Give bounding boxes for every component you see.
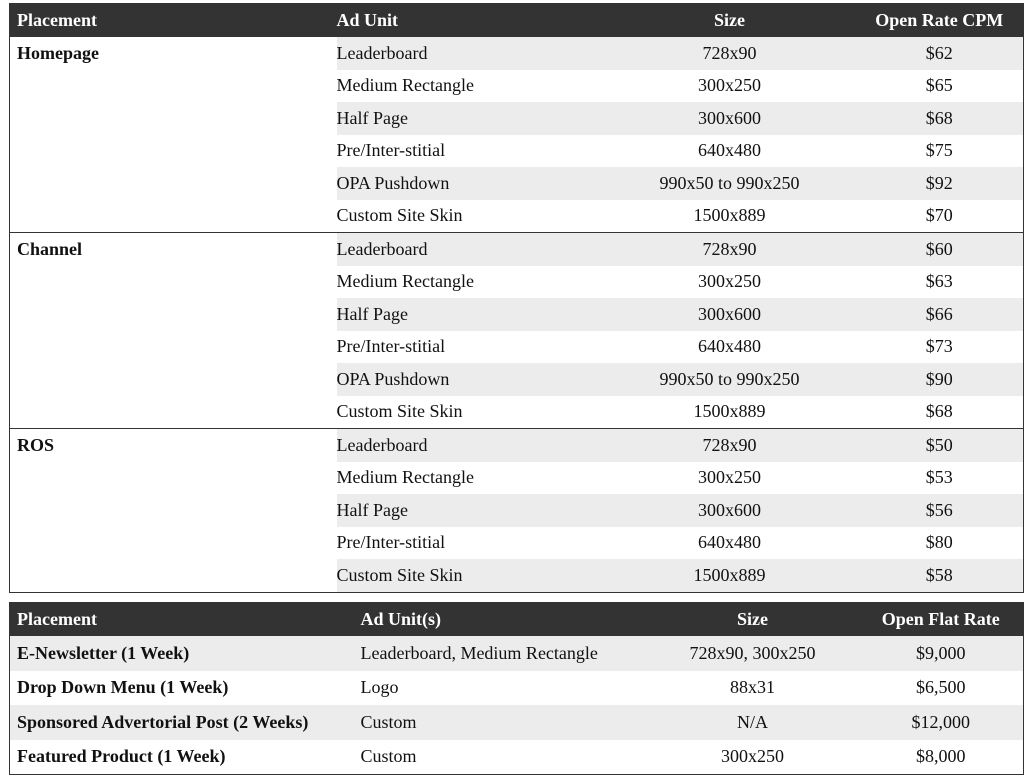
table-row <box>10 705 1024 740</box>
ad-unit-cell: Pre/Inter-stitial <box>336 532 446 553</box>
ad-unit-cell: Half Page <box>337 298 604 331</box>
table-row <box>10 102 1024 135</box>
header-open-flat-rate: Open Flat Rate <box>881 609 1000 629</box>
flat-rate-cell: $12,000 <box>859 705 1024 740</box>
ad-unit-cell: Custom Site Skin <box>336 205 463 226</box>
header-ad-units: Ad Unit(s) <box>360 609 442 629</box>
table-row <box>10 671 1024 706</box>
placement-cell: ROS <box>10 429 337 462</box>
ad-unit-cell: Medium Rectangle <box>336 271 474 292</box>
cpm-rate-cell: $80 <box>925 532 953 553</box>
ad-units-cell: Custom <box>361 705 647 740</box>
flat-rate-cell: $6,500 <box>916 677 966 698</box>
placement-cell <box>10 135 337 168</box>
cpm-table-body <box>10 37 1024 592</box>
placement-cell <box>10 200 337 233</box>
header-size: Size <box>737 609 768 629</box>
cpm-rate-cell: $68 <box>925 401 953 422</box>
size-cell: 300x250 <box>698 75 761 96</box>
placement-cell: E-Newsletter (1 Week) <box>10 636 361 671</box>
placement-cell: Homepage <box>17 42 99 63</box>
header-placement: Placement <box>17 609 97 629</box>
size-cell: 300x250 <box>698 271 761 292</box>
ad-unit-cell: Half Page <box>337 102 604 135</box>
placement-cell <box>10 494 337 527</box>
table-row <box>10 233 1024 266</box>
size-cell: 300x600 <box>604 102 856 135</box>
table-row <box>10 70 1024 103</box>
size-cell: 640x480 <box>698 532 761 553</box>
size-cell: 990x50 to 990x250 <box>604 363 856 396</box>
flat-rate-cell: $8,000 <box>916 746 966 767</box>
placement-cell <box>10 102 337 135</box>
placement-cell <box>10 331 337 364</box>
cpm-rate-cell: $75 <box>925 140 953 161</box>
cpm-rate-cell: $92 <box>856 167 1024 200</box>
header-open-rate-cpm: Open Rate CPM <box>875 10 1004 30</box>
cpm-rate-table <box>9 3 1024 593</box>
table-row <box>10 266 1024 299</box>
placement-cell <box>10 298 337 331</box>
cpm-rate-cell: $63 <box>925 271 953 292</box>
placement-cell <box>10 527 337 560</box>
ad-unit-cell: Pre/Inter-stitial <box>336 140 446 161</box>
ad-units-cell: Logo <box>360 677 399 698</box>
cpm-rate-cell: $68 <box>856 102 1024 135</box>
cpm-rate-cell: $62 <box>856 37 1024 70</box>
flat-rate-table <box>9 602 1024 775</box>
table-row <box>10 200 1024 233</box>
placement-cell <box>10 462 337 495</box>
ad-units-cell: Custom <box>360 746 417 767</box>
cpm-rate-cell: $58 <box>856 559 1024 592</box>
table-row <box>10 37 1024 70</box>
size-cell: 300x250 <box>721 746 784 767</box>
header-size: Size <box>714 10 745 30</box>
ad-unit-cell: Half Page <box>337 494 604 527</box>
table-row <box>10 331 1024 364</box>
table-row <box>10 396 1024 429</box>
ad-unit-cell: Leaderboard <box>337 37 604 70</box>
size-cell: 1500x889 <box>693 401 766 422</box>
header-placement: Placement <box>17 10 97 30</box>
table-row <box>10 298 1024 331</box>
ad-unit-cell: OPA Pushdown <box>337 167 604 200</box>
placement-cell <box>10 559 337 592</box>
placement-cell: Drop Down Menu (1 Week) <box>17 677 229 698</box>
ad-units-cell: Leaderboard, Medium Rectangle <box>361 636 647 671</box>
table-row <box>10 462 1024 495</box>
size-cell: 1500x889 <box>693 205 766 226</box>
size-cell: 300x600 <box>604 494 856 527</box>
cpm-rate-cell: $60 <box>856 233 1024 266</box>
size-cell: 728x90 <box>604 37 856 70</box>
size-cell: 1500x889 <box>604 559 856 592</box>
size-cell: 640x480 <box>698 140 761 161</box>
size-cell: 728x90 <box>604 233 856 266</box>
ad-unit-cell: Leaderboard <box>337 233 604 266</box>
ad-unit-cell: Pre/Inter-stitial <box>336 336 446 357</box>
flat-table-header <box>10 603 1024 637</box>
cpm-rate-cell: $90 <box>856 363 1024 396</box>
ad-unit-cell: Medium Rectangle <box>336 467 474 488</box>
header-ad-unit: Ad Unit <box>336 10 399 30</box>
cpm-rate-cell: $65 <box>925 75 953 96</box>
size-cell: N/A <box>647 705 859 740</box>
size-cell: 300x600 <box>604 298 856 331</box>
ad-unit-cell: OPA Pushdown <box>337 363 604 396</box>
placement-cell <box>10 363 337 396</box>
table-row <box>10 167 1024 200</box>
ad-unit-cell: Custom Site Skin <box>337 559 604 592</box>
placement-cell <box>10 396 337 429</box>
table-row <box>10 527 1024 560</box>
placement-cell: Sponsored Advertorial Post (2 Weeks) <box>10 705 361 740</box>
table-row <box>10 429 1024 462</box>
flat-table-body <box>10 636 1024 775</box>
cpm-table-header <box>10 4 1024 38</box>
ad-unit-cell: Medium Rectangle <box>336 75 474 96</box>
ad-unit-cell: Custom Site Skin <box>336 401 463 422</box>
placement-cell <box>10 167 337 200</box>
size-cell: 728x90, 300x250 <box>647 636 859 671</box>
size-cell: 728x90 <box>604 429 856 462</box>
placement-cell: Featured Product (1 Week) <box>17 746 226 767</box>
table-row <box>10 494 1024 527</box>
flat-rate-cell: $9,000 <box>859 636 1024 671</box>
size-cell: 640x480 <box>698 336 761 357</box>
placement-cell <box>10 70 337 103</box>
ad-unit-cell: Leaderboard <box>337 429 604 462</box>
size-cell: 88x31 <box>730 677 775 698</box>
placement-cell: Channel <box>10 233 337 266</box>
cpm-rate-cell: $50 <box>856 429 1024 462</box>
cpm-rate-cell: $66 <box>856 298 1024 331</box>
size-cell: 300x250 <box>698 467 761 488</box>
cpm-rate-cell: $73 <box>925 336 953 357</box>
cpm-rate-cell: $56 <box>856 494 1024 527</box>
table-row <box>10 636 1024 671</box>
table-row <box>10 559 1024 592</box>
size-cell: 990x50 to 990x250 <box>604 167 856 200</box>
placement-cell <box>10 266 337 299</box>
table-row <box>10 135 1024 168</box>
cpm-rate-cell: $53 <box>925 467 953 488</box>
table-row <box>10 740 1024 775</box>
cpm-rate-cell: $70 <box>925 205 953 226</box>
table-row <box>10 363 1024 396</box>
